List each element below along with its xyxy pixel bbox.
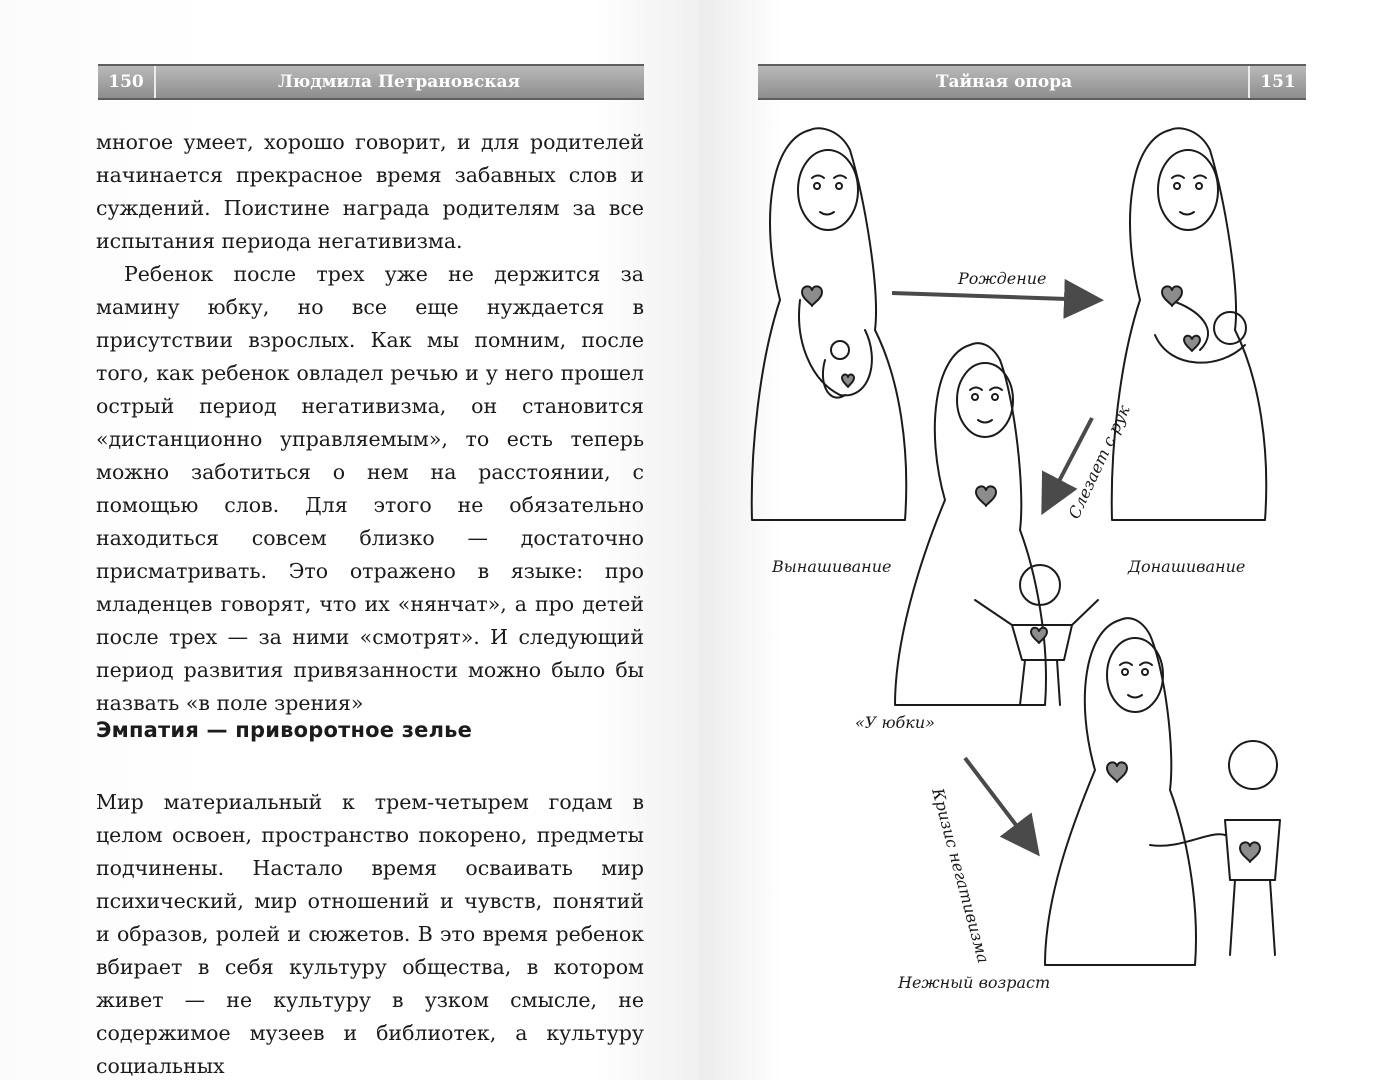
label-crisis: Кризис негативизма — [928, 786, 994, 966]
label-carrying: Вынашивание — [772, 557, 892, 576]
arrow-birth — [892, 293, 1096, 300]
running-head-title: Тайная опора — [935, 72, 1073, 92]
label-tender-age: Нежный возраст — [898, 973, 1051, 992]
label-skirt: «У юбки» — [855, 713, 935, 732]
paragraph-1: многое умеет, хорошо говорит, и для родителей начинается прекрасное время забавных слов и суждений. Поистине награда родителям за все испытания периода негативизма. — [96, 130, 644, 253]
heart-icon-child — [1240, 842, 1260, 862]
heart-icon-baby-1 — [842, 374, 854, 387]
page-number-right: 151 — [1248, 66, 1306, 98]
heart-icon-1 — [802, 286, 822, 306]
left-page — [0, 0, 700, 1080]
right-page — [700, 0, 1400, 1080]
body-text-top — [96, 126, 644, 720]
pregnant-mother-drawing — [752, 128, 907, 520]
page-number-left: 150 — [98, 66, 156, 98]
label-birth: Рождение — [958, 269, 1047, 288]
paragraph-2: Ребенок после трех уже не держится за мамину юбку, но все еще нуждается в присутствии взрослых. Как мы помним, после того, как ребенок овладел речью и у него прошел острый период негативизма, он становится «дистанционно управляемым», то есть теперь можно заботиться о нем на расстоянии, с помощью слов. Для этого не обязательно находиться совсем близко — достаточно присматривать. Это отражено в языке: про младенцев говорят, что их «нянчат», а про детей после трех — за ними «смотрят». И следующий период развития привязанности можно было бы назвать «в поле зрения» — [96, 262, 644, 715]
mother-with-child-drawing — [1045, 618, 1280, 965]
left-running-header — [98, 64, 644, 100]
label-climbs-down: Слезает с рук — [1064, 402, 1134, 522]
attachment-stages-illustration — [700, 0, 1400, 1080]
mother-with-toddler-drawing — [895, 343, 1098, 705]
label-after-carrying: Донашивание — [1128, 557, 1246, 576]
running-head-author: Людмила Петрановская — [277, 72, 521, 92]
heart-icon-newborn — [1184, 336, 1200, 351]
section-heading: Эмпатия — приворотное зелье — [96, 718, 473, 742]
body-text-bottom — [96, 786, 644, 1083]
heart-icon-3 — [976, 486, 996, 506]
arrow-crisis — [965, 758, 1035, 850]
heart-icon-4 — [1107, 762, 1127, 782]
paragraph-3: Мир материальный к трем-четырем годам в целом освоен, пространство покорено, предметы подчинены. Настало время осваивать мир психический, мир отношений и чувств, понятий и образов, ролей и сюжетов. В это время ребенок вбирает в себя культуру общества, в котором живет — не культуру в узком смысле, не содержимое музеев и библиотек, а культуру социальных — [96, 790, 644, 1078]
mother-with-newborn-drawing — [1112, 128, 1267, 520]
